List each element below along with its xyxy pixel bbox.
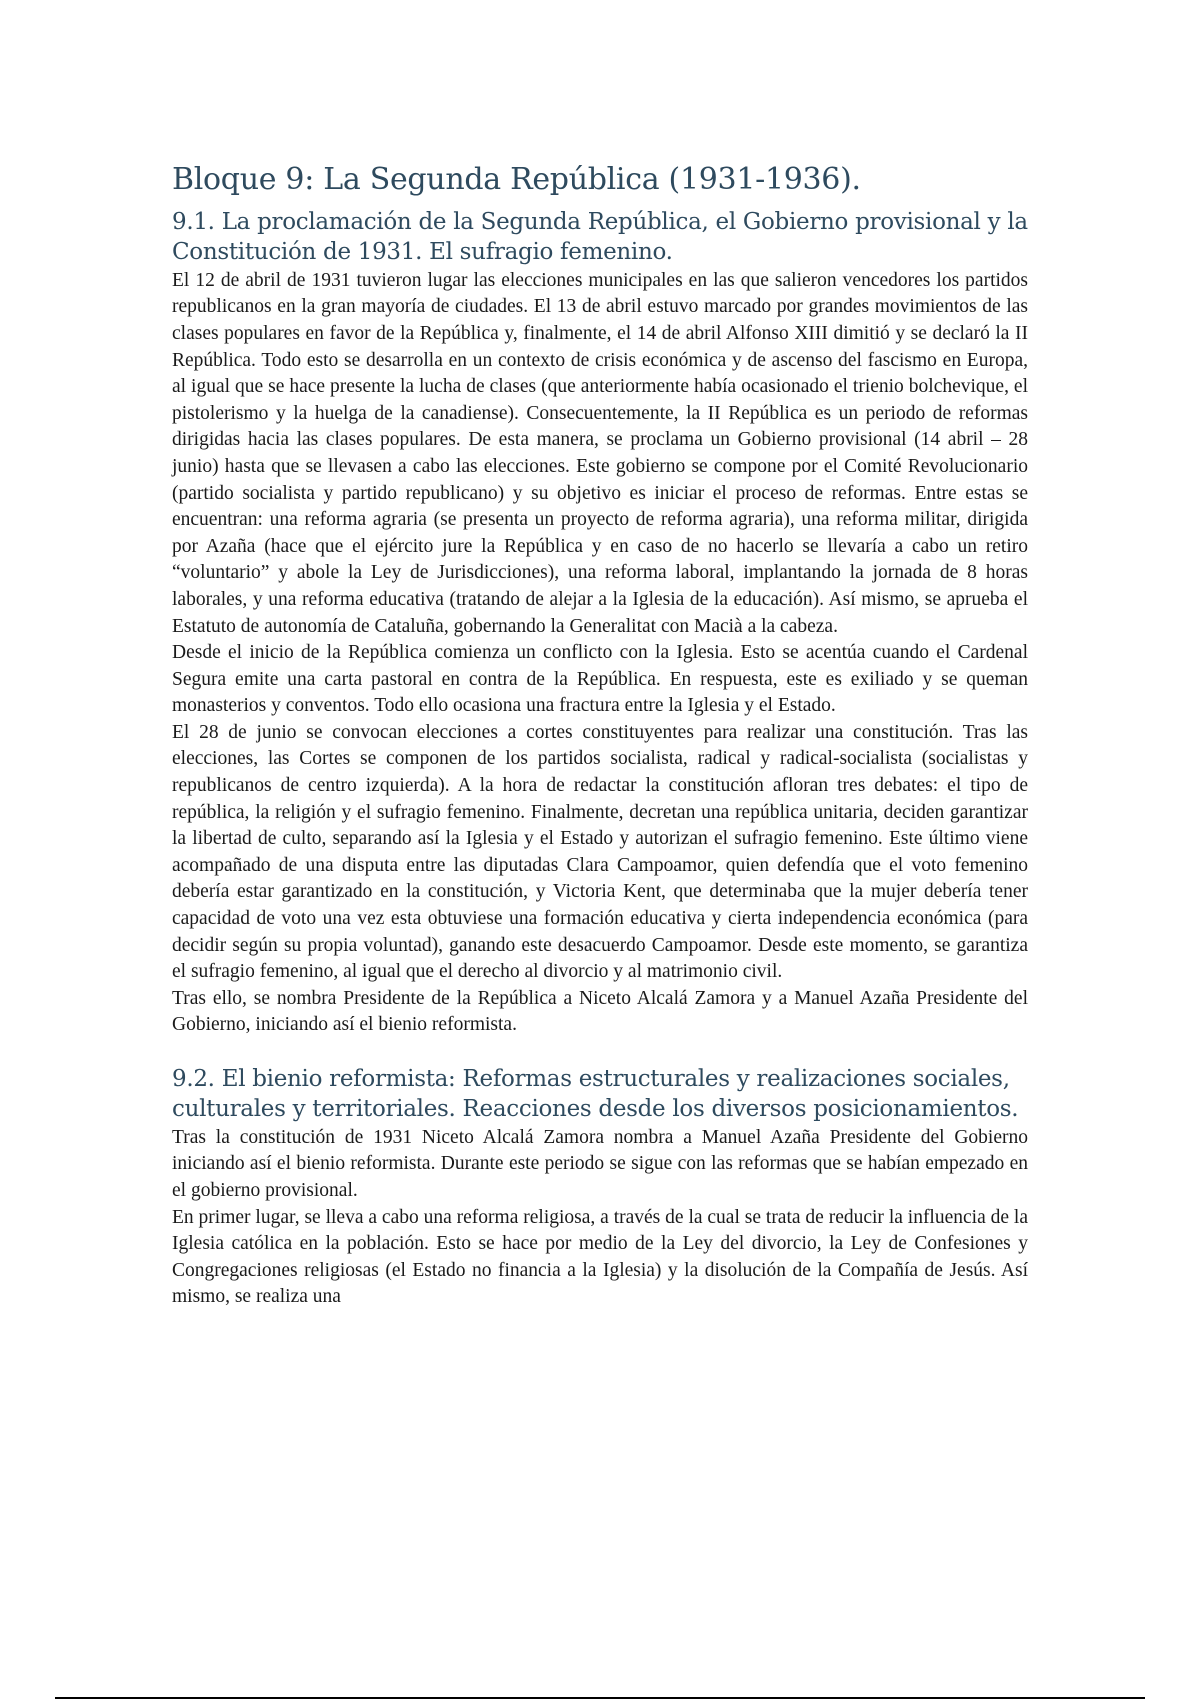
page-bottom-rule: [55, 1697, 1145, 1699]
document-page: [172, 162, 1028, 1311]
paragraph: En primer lugar, se lleva a cabo una reforma religiosa, a través de la cual se trata de reducir la influencia de la Iglesia católica en la población. Esto se hace por medio de la Ley del divorcio, la Ley de Confesiones y Congregaciones religiosas (el Estado no financia a la Iglesia) y la disolución de la Compañía de Jesús. Así mismo, se realiza una: [172, 1206, 1028, 1308]
paragraph: El 28 de junio se convocan elecciones a cortes constituyentes para realizar una constitución. Tras las elecciones, las Cortes se componen de los partidos socialista, radical y radical-socialista (socialistas y republicanos de centro izquierda). A la hora de redactar la constitución afloran tres debates: el tipo de república, la religión y el sufragio femenino. Finalmente, decretan una república unitaria, deciden garantizar la libertad de culto, separando así la Iglesia y el Estado y autorizan el sufragio femenino. Este último viene acompañado de una disputa entre las diputadas Clara Campoamor, quien defendía que el voto femenino debería estar garantizado en la constitución, y Victoria Kent, que determinaba que la mujer debería tener capacidad de voto una vez esta obtuviese una formación educativa y cierta independencia económica (para decidir según su propia voluntad), ganando este desacuerdo Campoamor. Desde este momento, se garantiza el sufragio femenino, al igual que el derecho al divorcio y al matrimonio civil.: [172, 721, 1028, 983]
section-9-1: [172, 208, 1028, 1039]
document-title: Bloque 9: La Segunda República (1931-1936).: [172, 162, 861, 197]
section-heading: 9.1. La proclamación de la Segunda República, el Gobierno provisional y la Constitución de 1931. El sufragio femenino.: [172, 209, 1028, 265]
paragraph: El 12 de abril de 1931 tuvieron lugar las elecciones municipales en las que salieron vencedores los partidos republicanos en la gran mayoría de ciudades. El 13 de abril estuvo marcado por grandes movimientos de las clases populares en favor de la República y, finalmente, el 14 de abril Alfonso XIII dimitió y se declaró la II República. Todo esto se desarrolla en un contexto de crisis económica y de ascenso del fascismo en Europa, al igual que se hace presente la lucha de clases (que anteriormente había ocasionado el trienio bolchevique, el pistolerismo y la huelga de la canadiense). Consecuentemente, la II República es un periodo de reformas dirigidas hacia las clases populares. De esta manera, se proclama un Gobierno provisional (14 abril – 28 junio) hasta que se llevasen a cabo las elecciones. Este gobierno se compone por el Comité Revolucionario (partido socialista y partido republicano) y su objetivo es iniciar el proceso de reformas. Entre estas se encuentran: una reforma agraria (se presenta un proyecto de reforma agraria), una reforma militar, dirigida por Azaña (hace que el ejército jure la República y en caso de no hacerlo se llevaría a cabo un retiro “voluntario” y abole la Ley de Jurisdicciones), una reforma laboral, implantando la jornada de 8 horas laborales, y una reforma educativa (tratando de alejar a la Iglesia de la educación). Así mismo, se aprueba el Estatuto de autonomía de Cataluña, gobernando la Generalitat con Macià a la cabeza.: [172, 269, 1028, 637]
paragraph: Tras ello, se nombra Presidente de la República a Niceto Alcalá Zamora y a Manuel Azaña Presidente del Gobierno, iniciando así el bienio reformista.: [172, 987, 1028, 1036]
section-9-2: [172, 1065, 1028, 1311]
paragraph: Tras la constitución de 1931 Niceto Alcalá Zamora nombra a Manuel Azaña Presidente del Gobierno iniciando así el bienio reformista. Durante este periodo se sigue con las reformas que se habían empezado en el gobierno provisional.: [172, 1126, 1028, 1201]
paragraph: Desde el inicio de la República comienza un conflicto con la Iglesia. Esto se acentúa cuando el Cardenal Segura emite una carta pastoral en contra de la República. En respuesta, este es exiliado y se queman monasterios y conventos. Todo ello ocasiona una fractura entre la Iglesia y el Estado.: [172, 642, 1028, 717]
section-heading: 9.2. El bienio reformista: Reformas estructurales y realizaciones sociales, culturales y territoriales. Reacciones desde los diversos posicionamientos.: [172, 1066, 1019, 1122]
